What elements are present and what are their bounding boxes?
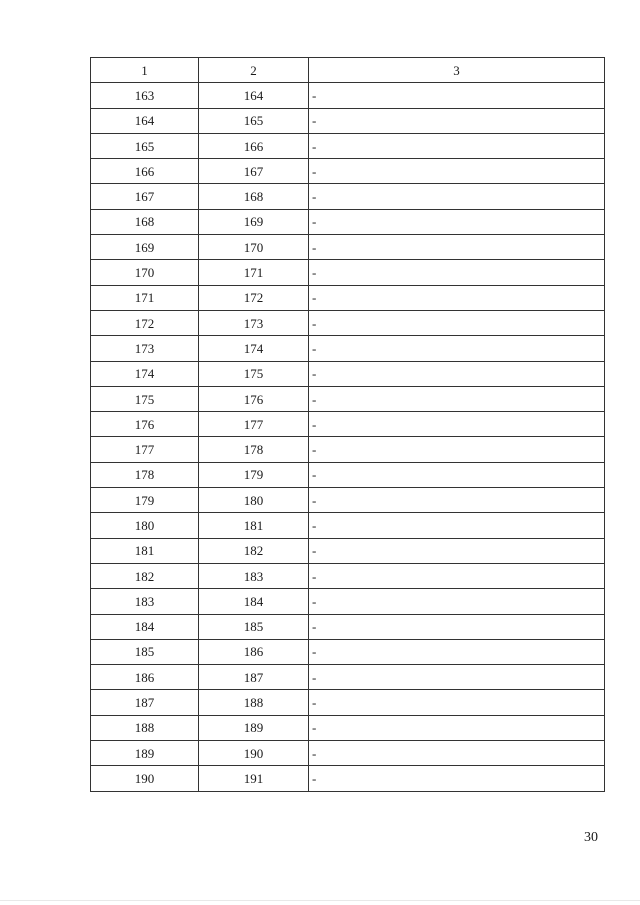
table-cell-col-3: - — [309, 83, 605, 108]
table-cell-col-3: - — [309, 235, 605, 260]
table-row — [91, 310, 605, 335]
table-cell-col-1: 186 — [91, 665, 199, 690]
table-cell-col-2: 170 — [199, 235, 309, 260]
table-cell-col-2: 171 — [199, 260, 309, 285]
table-cell-col-3: - — [309, 513, 605, 538]
table-cell-col-3: - — [309, 462, 605, 487]
table-cell-col-2: 176 — [199, 386, 309, 411]
table-row — [91, 83, 605, 108]
table-cell-col-1: 182 — [91, 563, 199, 588]
table-cell-col-2: 169 — [199, 209, 309, 234]
table-row — [91, 260, 605, 285]
table-cell-col-3: - — [309, 715, 605, 740]
table-row — [91, 437, 605, 462]
table-cell-col-1: 164 — [91, 108, 199, 133]
table-cell-col-2: 186 — [199, 639, 309, 664]
table-row — [91, 589, 605, 614]
table-cell-col-1: 184 — [91, 614, 199, 639]
table-cell-col-1: 179 — [91, 488, 199, 513]
table-cell-col-2: 165 — [199, 108, 309, 133]
table-cell-col-2: 173 — [199, 310, 309, 335]
table-row — [91, 412, 605, 437]
table-cell-col-1: 185 — [91, 639, 199, 664]
table-cell-col-1: 173 — [91, 336, 199, 361]
table-row — [91, 462, 605, 487]
table-row — [91, 690, 605, 715]
table-row — [91, 665, 605, 690]
table-header-row — [91, 58, 605, 83]
page-edge-line — [0, 900, 640, 901]
table-cell-col-3: - — [309, 133, 605, 158]
table-row — [91, 766, 605, 791]
table-row — [91, 159, 605, 184]
table-cell-col-3: - — [309, 361, 605, 386]
table-cell-col-1: 163 — [91, 83, 199, 108]
table-cell-col-2: 184 — [199, 589, 309, 614]
table-row — [91, 108, 605, 133]
table-cell-col-2: 181 — [199, 513, 309, 538]
table-row — [91, 614, 605, 639]
column-header-2: 2 — [199, 58, 309, 83]
table-cell-col-3: - — [309, 260, 605, 285]
table-cell-col-2: 178 — [199, 437, 309, 462]
table-cell-col-1: 168 — [91, 209, 199, 234]
table-cell-col-1: 177 — [91, 437, 199, 462]
table-cell-col-3: - — [309, 336, 605, 361]
table-cell-col-2: 182 — [199, 538, 309, 563]
table-cell-col-2: 189 — [199, 715, 309, 740]
table-cell-col-2: 167 — [199, 159, 309, 184]
table-cell-col-2: 166 — [199, 133, 309, 158]
table-row — [91, 386, 605, 411]
table-cell-col-3: - — [309, 209, 605, 234]
table-cell-col-3: - — [309, 488, 605, 513]
table-cell-col-3: - — [309, 563, 605, 588]
table-cell-col-1: 170 — [91, 260, 199, 285]
table-cell-col-2: 174 — [199, 336, 309, 361]
table-cell-col-1: 171 — [91, 285, 199, 310]
table-cell-col-2: 185 — [199, 614, 309, 639]
table-cell-col-1: 174 — [91, 361, 199, 386]
table-cell-col-1: 183 — [91, 589, 199, 614]
table-cell-col-2: 168 — [199, 184, 309, 209]
page-number: 30 — [584, 830, 598, 845]
table-cell-col-1: 165 — [91, 133, 199, 158]
table-cell-col-2: 180 — [199, 488, 309, 513]
table-cell-col-1: 172 — [91, 310, 199, 335]
table-cell-col-2: 183 — [199, 563, 309, 588]
table-row — [91, 235, 605, 260]
table-row — [91, 513, 605, 538]
column-header-1: 1 — [91, 58, 199, 83]
table-cell-col-1: 180 — [91, 513, 199, 538]
table-row — [91, 715, 605, 740]
table-cell-col-3: - — [309, 437, 605, 462]
table-cell-col-2: 175 — [199, 361, 309, 386]
table-cell-col-2: 188 — [199, 690, 309, 715]
table-row — [91, 639, 605, 664]
table-cell-col-3: - — [309, 184, 605, 209]
table-row — [91, 133, 605, 158]
table-cell-col-1: 188 — [91, 715, 199, 740]
table-cell-col-3: - — [309, 614, 605, 639]
table-cell-col-1: 190 — [91, 766, 199, 791]
table-row — [91, 488, 605, 513]
table-cell-col-3: - — [309, 386, 605, 411]
table-cell-col-3: - — [309, 538, 605, 563]
table-row — [91, 361, 605, 386]
table-row — [91, 538, 605, 563]
table-row — [91, 209, 605, 234]
table-row — [91, 336, 605, 361]
table-cell-col-1: 176 — [91, 412, 199, 437]
table-row — [91, 285, 605, 310]
table-cell-col-3: - — [309, 285, 605, 310]
table-cell-col-1: 167 — [91, 184, 199, 209]
table-cell-col-1: 169 — [91, 235, 199, 260]
table-cell-col-2: 190 — [199, 741, 309, 766]
table-cell-col-1: 187 — [91, 690, 199, 715]
table-cell-col-1: 189 — [91, 741, 199, 766]
table-row — [91, 563, 605, 588]
table-cell-col-2: 164 — [199, 83, 309, 108]
table-cell-col-3: - — [309, 639, 605, 664]
table-cell-col-3: - — [309, 412, 605, 437]
table-cell-col-1: 181 — [91, 538, 199, 563]
table-cell-col-2: 179 — [199, 462, 309, 487]
table-cell-col-3: - — [309, 108, 605, 133]
table-cell-col-2: 177 — [199, 412, 309, 437]
table-body — [91, 83, 605, 791]
data-table — [90, 57, 605, 792]
table-row — [91, 741, 605, 766]
table-row — [91, 184, 605, 209]
column-header-3: 3 — [309, 58, 605, 83]
table-cell-col-3: - — [309, 766, 605, 791]
table-cell-col-1: 166 — [91, 159, 199, 184]
table-cell-col-2: 191 — [199, 766, 309, 791]
table-cell-col-3: - — [309, 159, 605, 184]
table-cell-col-1: 175 — [91, 386, 199, 411]
table-cell-col-1: 178 — [91, 462, 199, 487]
table-cell-col-3: - — [309, 310, 605, 335]
table-cell-col-3: - — [309, 690, 605, 715]
table-cell-col-2: 172 — [199, 285, 309, 310]
table-cell-col-3: - — [309, 589, 605, 614]
table-cell-col-2: 187 — [199, 665, 309, 690]
table-cell-col-3: - — [309, 665, 605, 690]
table-cell-col-3: - — [309, 741, 605, 766]
